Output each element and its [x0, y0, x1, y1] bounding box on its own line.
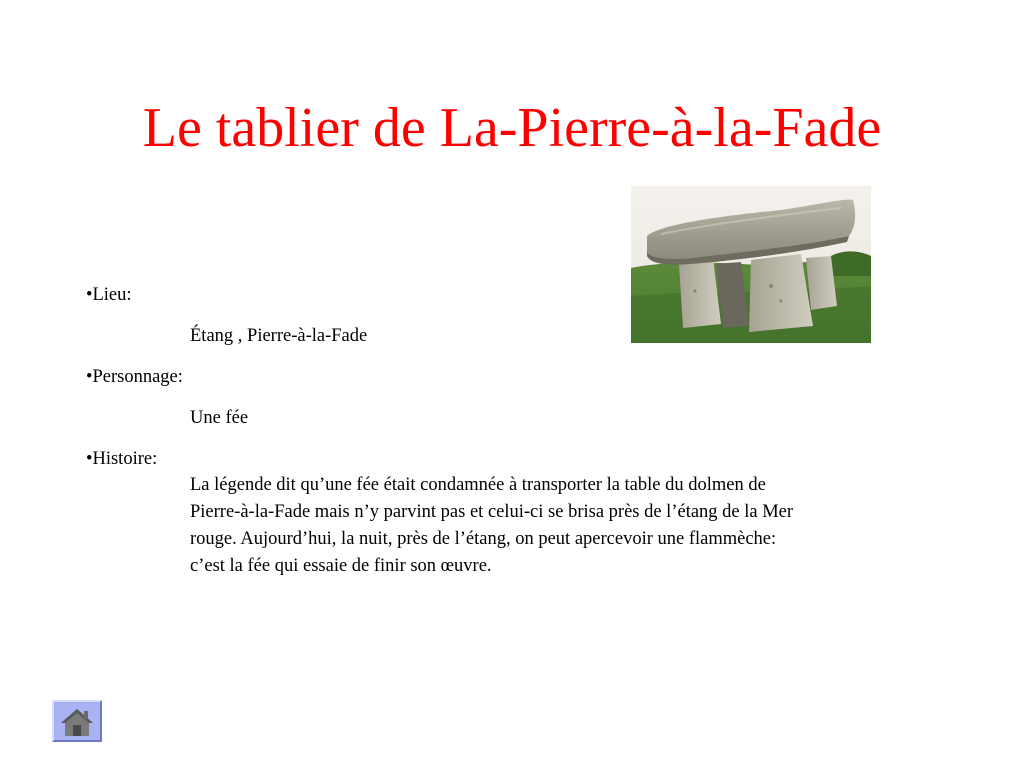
personnage-value: Une fée	[190, 408, 249, 428]
histoire-line: rouge. Aujourd’hui, la nuit, près de l’étang, on peut apercevoir une flammèche:	[190, 529, 777, 549]
histoire-text	[86, 472, 945, 580]
slide-title: Le tablier de La-Pierre-à-la-Fade	[142, 97, 882, 159]
histoire-line: Pierre-à-la-Fade mais n’y parvint pas et celui-ci se brisa près de l’étang de la Mer	[190, 502, 794, 522]
lieu-label: •Lieu:	[86, 285, 132, 305]
home-icon	[60, 706, 94, 738]
personnage-label: •Personnage:	[86, 367, 183, 387]
histoire-line: c’est la fée qui essaie de finir son œuvre.	[190, 556, 492, 576]
slide-content	[86, 283, 956, 580]
lieu-value: Étang , Pierre-à-la-Fade	[190, 326, 368, 346]
histoire-line: La légende dit qu’une fée était condamnée à transporter la table du dolmen de	[190, 475, 766, 495]
home-button[interactable]	[52, 700, 102, 742]
histoire-label: •Histoire:	[86, 449, 158, 469]
